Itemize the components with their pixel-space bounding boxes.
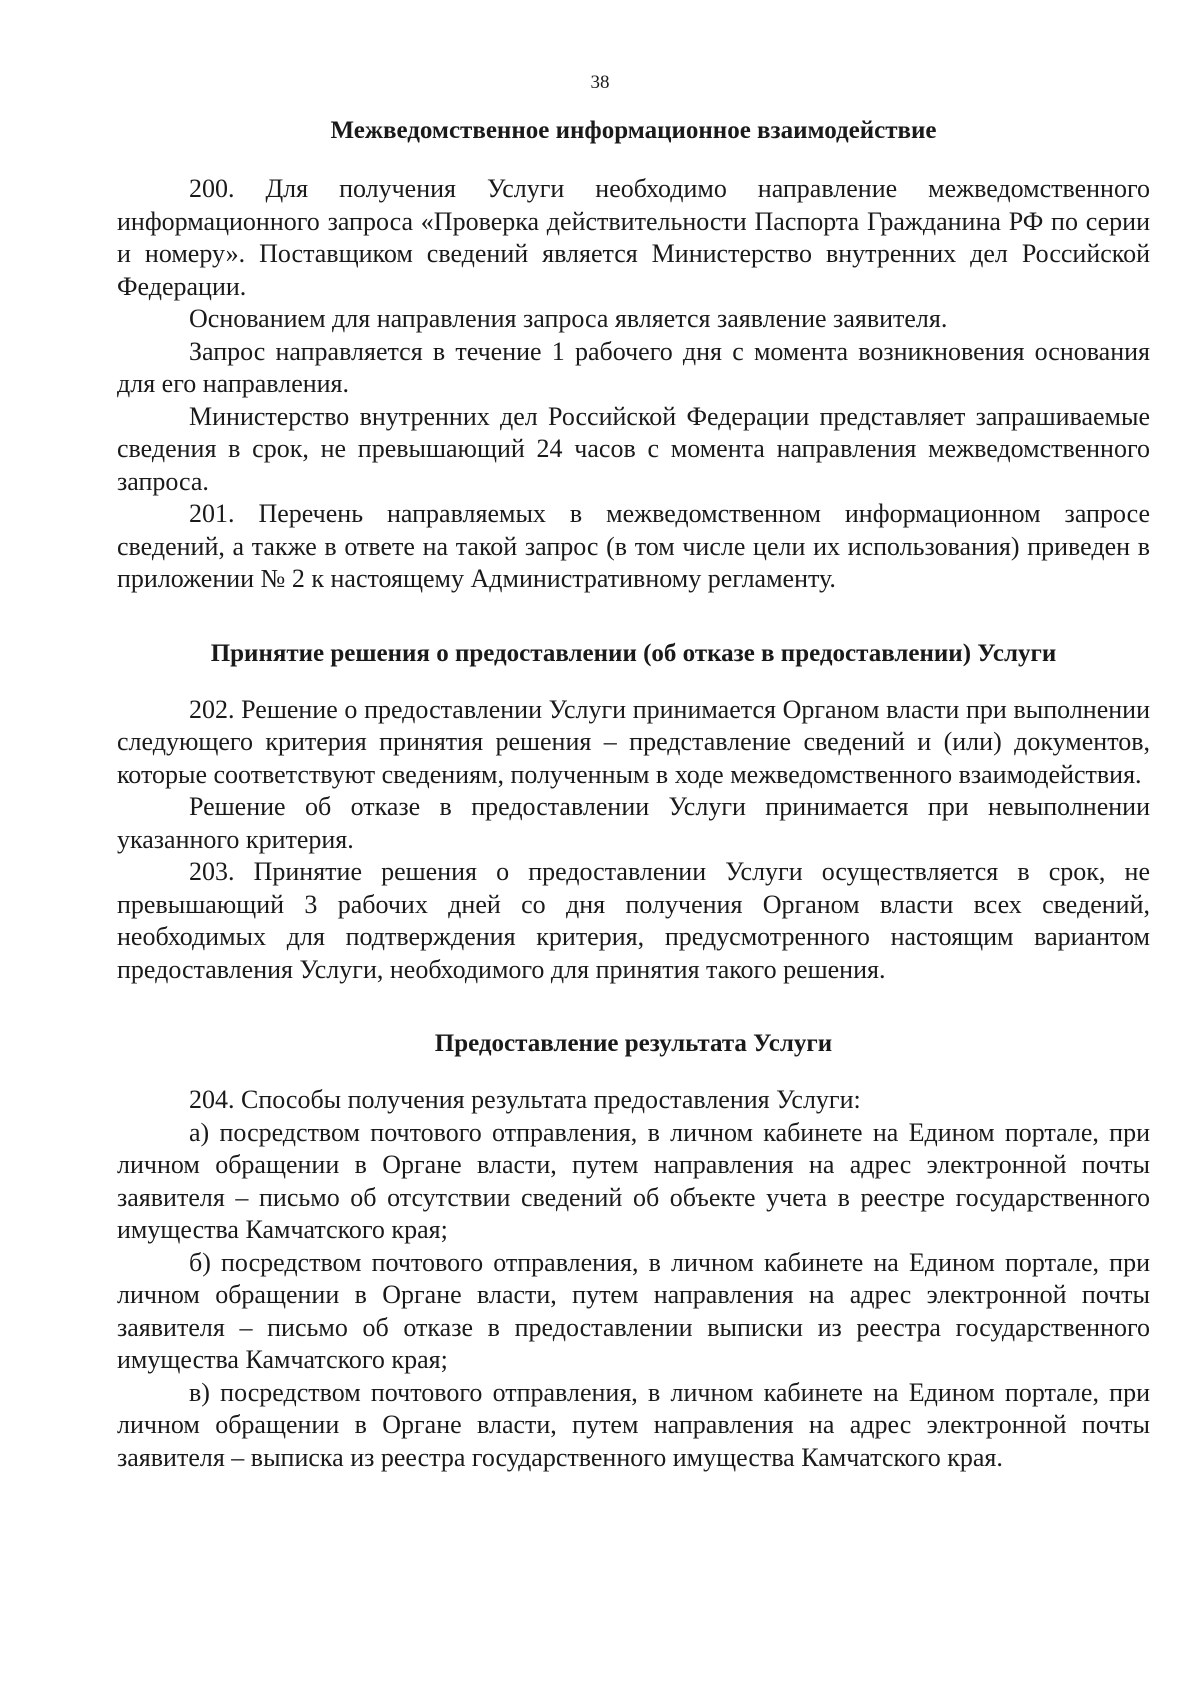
section-heading-decision: Принятие решения о предоставлении (об отказе в предоставлении) Услуги — [210, 639, 1057, 667]
paragraph-204: 204. Способы получения результата предоставления Услуги: — [189, 1085, 861, 1114]
document-body — [117, 115, 1150, 1474]
paragraph-204-a: а) посредством почтового отправления, в личном кабинете на Едином портале, при личном обращении в Органе власти, путем направления на адрес электронной почты заявителя – письмо об отсутствии сведений об объекте учета в реестре государственного имущества Камчатского края; — [117, 1117, 1150, 1244]
paragraph-204-c: в) посредством почтового отправления, в личном кабинете на Едином портале, при личном обращении в Органе власти, путем направления на адрес электронной почты заявителя – выписка из реестра государственного имущества Камчатского края. — [117, 1377, 1150, 1472]
paragraph-request-timing: Запрос направляется в течение 1 рабочего дня с момента возникновения основания для его направления. — [117, 336, 1150, 398]
paragraph-202: 202. Решение о предоставлении Услуги принимается Органом власти при выполнении следующего критерия принятия решения – представление сведений и (или) документов, которые соответствуют сведениям, полученным в ходе межведомственного взаимодействия. — [117, 694, 1150, 789]
paragraph-204-b: б) посредством почтового отправления, в личном кабинете на Едином портале, при личном обращении в Органе власти, путем направления на адрес электронной почты заявителя – письмо об отказе в предоставлении выписки из реестра государственного имущества Камчатского края; — [117, 1247, 1150, 1374]
page-number: 38 — [590, 72, 610, 93]
section-heading-interagency: Межведомственное информационное взаимодействие — [330, 117, 937, 144]
paragraph-request-basis: Основанием для направления запроса является заявление заявителя. — [189, 304, 948, 333]
paragraph-201: 201. Перечень направляемых в межведомственном информационном запросе сведений, а также в ответе на такой запрос (в том числе цели их использования) приведен в приложении № 2 к настоящему Административному регламенту. — [117, 499, 1150, 593]
paragraph-200: 200. Для получения Услуги необходимо направление межведомственного информационного запроса «Проверка действительности Паспорта Гражданина РФ по серии и номеру». Поставщиком сведений является Министерство внутренних дел Российской Федерации. — [117, 174, 1150, 301]
paragraph-refusal: Решение об отказе в предоставлении Услуги принимается при невыполнении указанного критерия. — [117, 792, 1150, 854]
paragraph-203: 203. Принятие решения о предоставлении Услуги осуществляется в срок, не превышающий 3 рабочих дней со дня получения Органом власти всех сведений, необходимых для подтверждения критерия, предусмотренного настоящим вариантом предоставления Услуги, необходимого для принятия такого решения. — [117, 857, 1150, 984]
paragraph-ministry-response: Министерство внутренних дел Российской Федерации представляет запрашиваемые сведения в срок, не превышающий 24 часов с момента направления межведомственного запроса. — [117, 401, 1150, 496]
section-heading-result: Предоставление результата Услуги — [434, 1030, 833, 1057]
